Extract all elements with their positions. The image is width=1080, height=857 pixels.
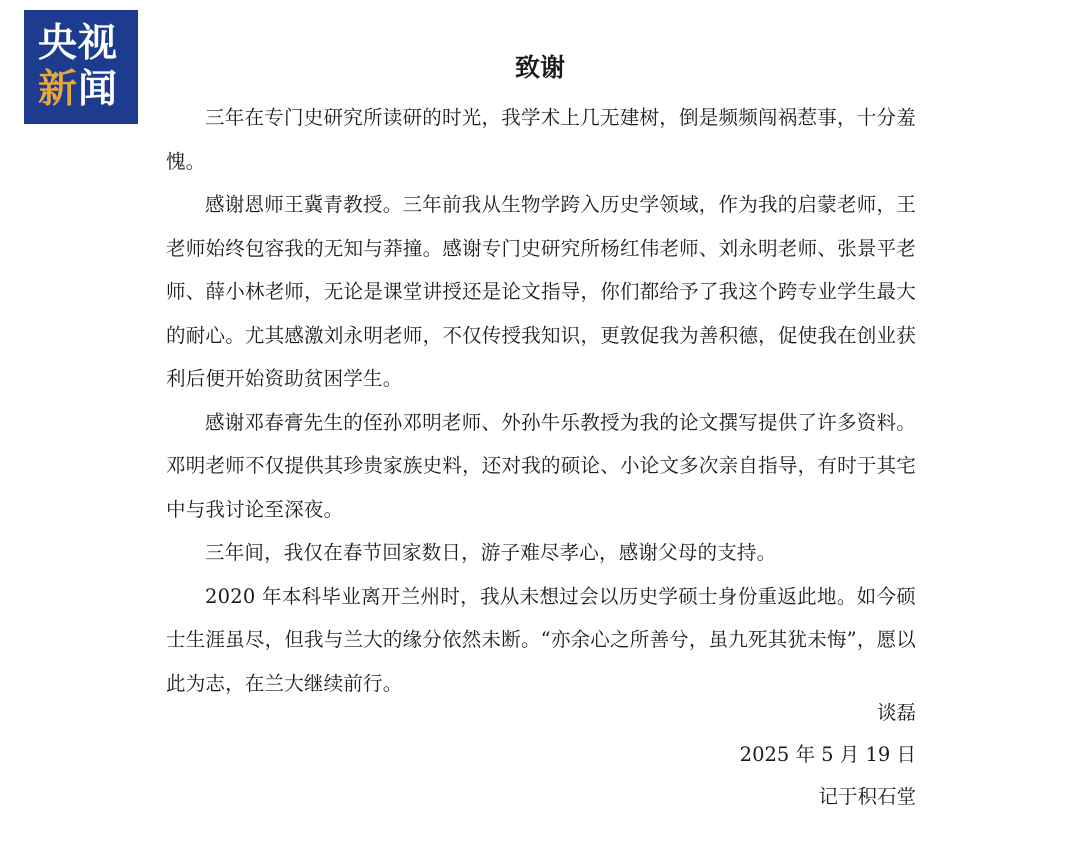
signature-date: 2025 年 5 月 19 日 xyxy=(739,743,916,766)
acknowledgement-body xyxy=(166,96,916,705)
signature-block xyxy=(740,692,916,818)
logo-text-line2-rest: 闻 xyxy=(78,67,119,112)
signature-place: 记于积石堂 xyxy=(818,785,916,808)
logo-text-line1: 央视 xyxy=(38,21,119,66)
paragraph-4: 三年间，我仅在春节回家数日，游子难尽孝心，感谢父母的支持。 xyxy=(205,541,777,564)
paragraph-3: 感谢邓春膏先生的侄孙邓明老师、外孙牛乐教授为我的论文撰写提供了许多资料。邓明老师不仅提供其珍贵家族史料，还对我的硕论、小论文多次亲自指导，有时于其宅中与我讨论至深夜。 xyxy=(166,410,916,521)
author-name: 谈磊 xyxy=(876,701,916,724)
paragraph-1: 三年在专门史研究所读研的时光，我学术上几无建树，倒是频频闯祸惹事，十分羞愧。 xyxy=(166,106,916,173)
paragraph-5: 2020 年本科毕业离开兰州时，我从未想过会以历史学硕士身份重返此地。如今硕士生涯虽尽，但我与兰大的缘分依然未断。“亦余心之所善兮，虽九死其犹未悔”，愿以此为志，在兰大继续前行。 xyxy=(166,584,916,695)
document-title: 致谢 xyxy=(514,53,565,82)
paragraph-2: 感谢恩师王冀青教授。三年前我从生物学跨入历史学领域，作为我的启蒙老师，王老师始终包容我的无知与莽撞。感谢专门史研究所杨红伟老师、刘永明老师、张景平老师、薛小林老师，无论是课堂讲授还是论文指导，你们都给予了我这个跨专业学生最大的耐心。尤其感激刘永明老师，不仅传授我知识，更敦促我为善积德，促使我在创业获利后便开始资助贫困学生。 xyxy=(166,193,916,390)
logo-text-line2-accent: 新 xyxy=(38,67,79,112)
